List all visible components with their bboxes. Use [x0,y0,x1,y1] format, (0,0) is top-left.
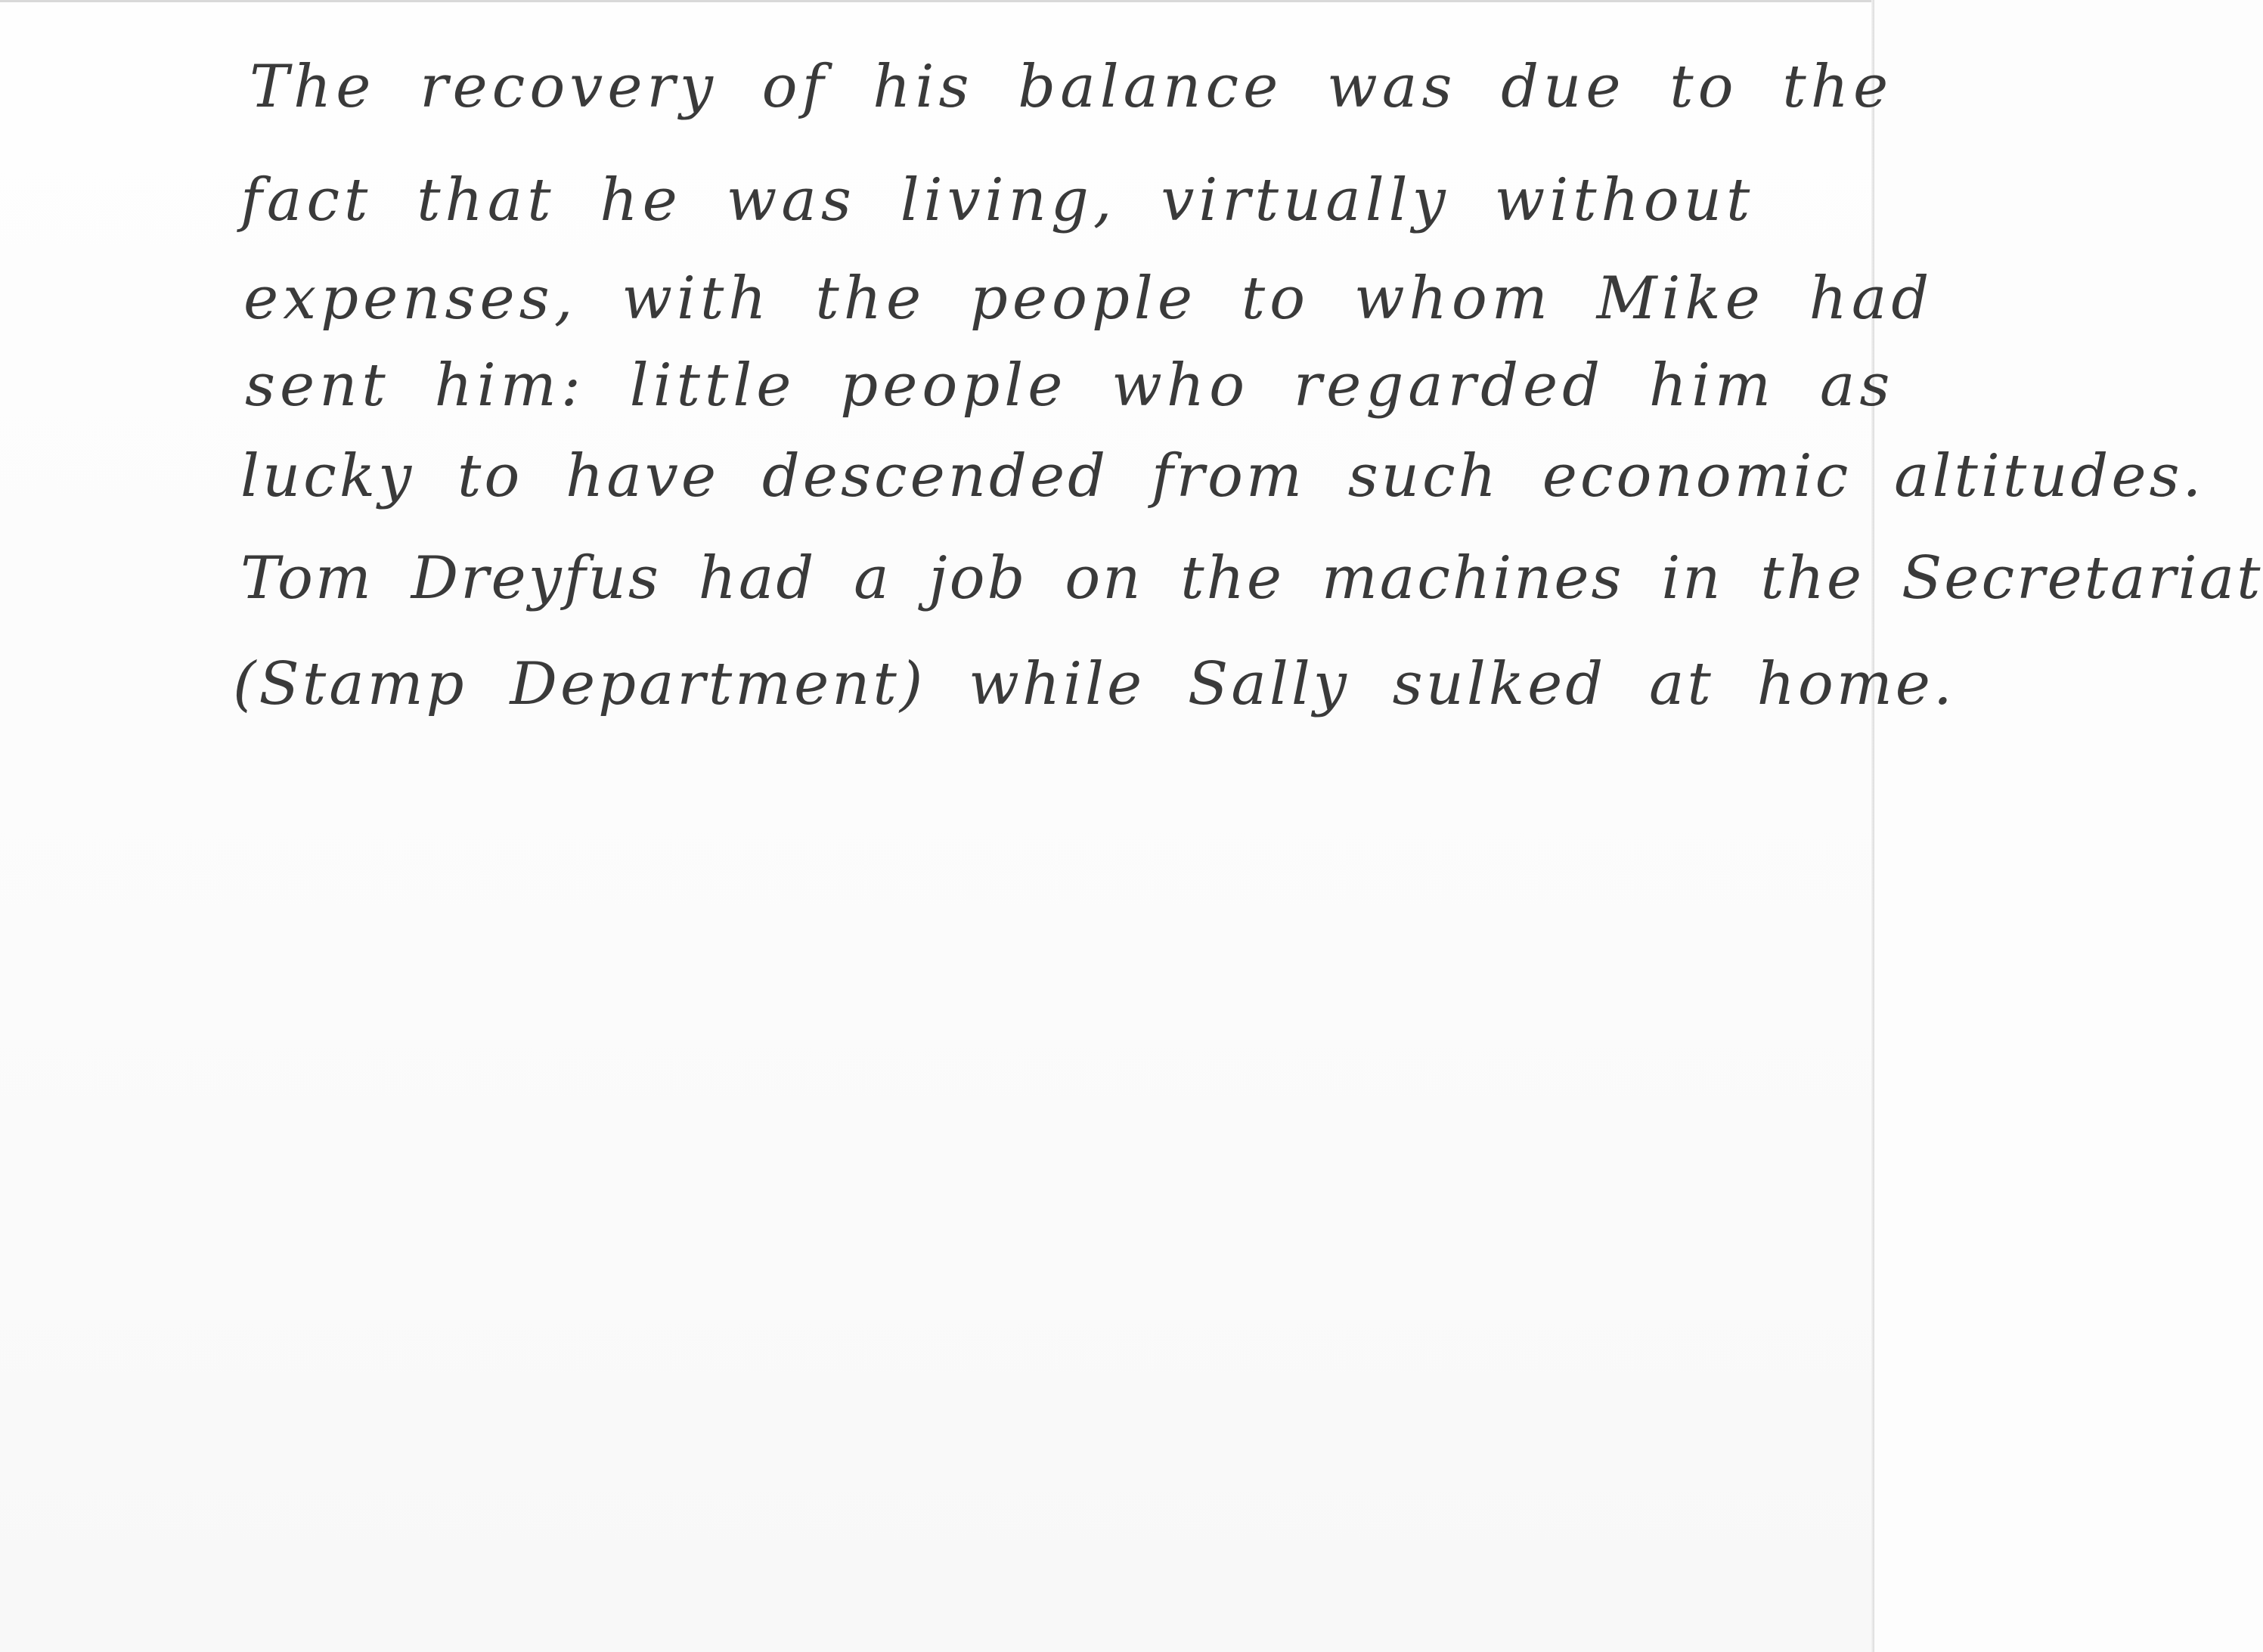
text-line-4: sent him: little people who regarded him as [245,352,1895,420]
page-right-edge [1871,0,1874,1652]
text-line-7: (Stamp Department) while Sally sulked at home. [233,650,1955,718]
text-line-3: expenses, with the people to whom Mike had [243,265,1934,333]
page-top-edge [0,0,1874,2]
text-line-6: Tom Dreyfus had a job on the machines in the Secretariat [240,544,2263,612]
text-line-2: fact that he was living, virtually without [240,166,1755,234]
text-line-5: lucky to have descended from such economic altitudes. [240,442,2205,510]
text-line-1: The recovery of his balance was due to the [250,53,1893,121]
